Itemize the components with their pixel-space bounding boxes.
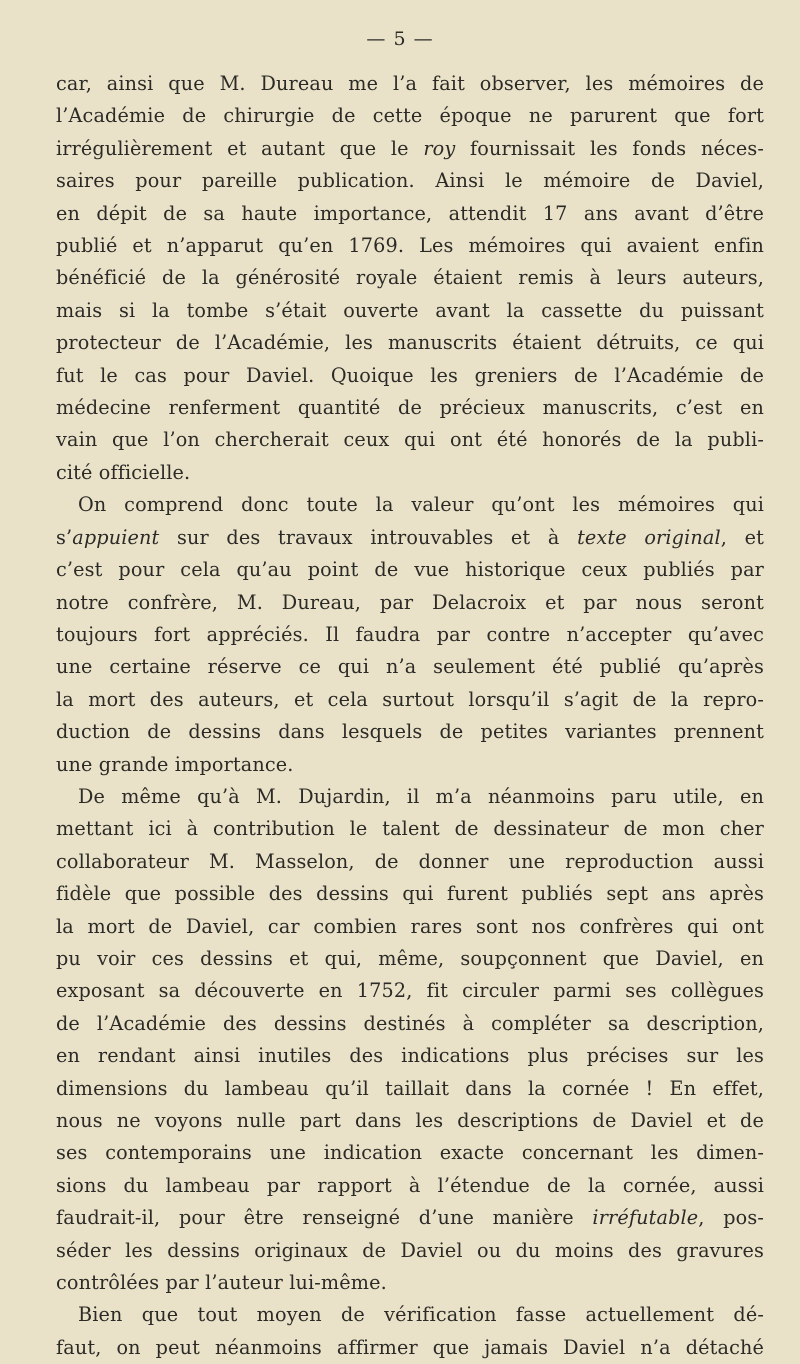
text-line: faut, on peut néanmoins affirmer que jamais Daviel n’a détaché — [56, 1335, 764, 1359]
text-line: car, ainsi que M. Dureau me l’a fait observer, les mémoires de — [56, 72, 764, 95]
text-line: dimensions du lambeau qu’il taillait dans la cornée ! En effet, — [56, 1076, 764, 1100]
text-line: notre confrère, M. Dureau, par Delacroix et par nous seront — [56, 590, 764, 614]
text-line: pu voir ces dessins et qui, même, soupçonnent que Daviel, en — [56, 946, 764, 970]
text-line: irrégulièrement et autant que le roy fournissait les fonds néces- — [56, 136, 764, 160]
text-line: sions du lambeau par rapport à l’étendue de la cornée, aussi — [56, 1173, 764, 1197]
text-line: exposant sa découverte en 1752, fit circuler parmi ses collègues — [56, 979, 764, 1003]
text-line: collaborateur M. Masselon, de donner une reproduction aussi — [56, 849, 764, 873]
text-line: fut le cas pour Daviel. Quoique les greniers de l’Académie de — [56, 363, 764, 387]
text-line: cité officielle. — [56, 460, 191, 484]
text-line: protecteur de l’Académie, les manuscrits étaient détruits, ce qui — [56, 331, 764, 355]
text-line: toujours fort appréciés. Il faudra par contre n’accepter qu’avec — [56, 622, 764, 646]
text-line: c’est pour cela qu’au point de vue historique ceux publiés par — [56, 558, 764, 582]
text-line: la mort des auteurs, et cela surtout lorsqu’il s’agit de la repro- — [56, 687, 764, 711]
text-line: de l’Académie des dessins destinés à compléter sa description, — [56, 1011, 764, 1035]
text-line: publié et n’apparut qu’en 1769. Les mémoires qui avaient enfin — [56, 234, 764, 258]
text-line: médecine renferment quantité de précieux manuscrits, c’est en — [56, 396, 764, 420]
text-line: contrôlées par l’auteur lui-même. — [56, 1271, 387, 1295]
text-line: l’Académie de chirurgie de cette époque ne parurent que fort — [56, 104, 764, 128]
page-number: — 5 — — [366, 28, 434, 50]
text-line: fidèle que possible des dessins qui furent publiés sept ans après — [56, 882, 764, 906]
text-line: séder les dessins originaux de Daviel ou du moins des gravures — [56, 1238, 764, 1262]
body-text — [56, 68, 764, 1364]
text-line: en rendant ainsi inutiles des indications plus précises sur les — [56, 1044, 764, 1068]
text-line: mais si la tombe s’était ouverte avant la cassette du puissant — [56, 298, 764, 322]
text-line: nous ne voyons nulle part dans les descriptions de Daviel et de — [56, 1109, 764, 1132]
text-line: la mort de Daviel, car combien rares sont nos confrères qui ont — [56, 914, 764, 938]
text-line: vain que l’on chercherait ceux qui ont été honorés de la publi- — [56, 428, 764, 452]
text-line: bénéficié de la générosité royale étaient remis à leurs auteurs, — [56, 266, 764, 290]
text-line: On comprend donc toute la valeur qu’ont les mémoires qui — [78, 493, 764, 517]
text-line: duction de dessins dans lesquels de petites variantes prennent — [56, 720, 764, 744]
text-line: s’appuient sur des travaux introuvables et à texte original, et — [56, 525, 764, 549]
text-line: De même qu’à M. Dujardin, il m’a néanmoins paru utile, en — [78, 784, 764, 808]
text-line: une certaine réserve ce qui n’a seulement été publié qu’après — [56, 655, 764, 679]
text-line: mettant ici à contribution le talent de dessinateur de mon cher — [56, 817, 764, 841]
text-line: saires pour pareille publication. Ainsi le mémoire de Daviel, — [56, 169, 764, 193]
text-line: Bien que tout moyen de vérification fasse actuellement dé- — [78, 1303, 764, 1327]
text-line: ses contemporains une indication exacte concernant les dimen- — [56, 1141, 764, 1165]
text-line: faudrait-il, pour être renseigné d’une manière irréfutable, pos- — [56, 1206, 764, 1230]
text-line: une grande importance. — [56, 752, 294, 776]
text-line: en dépit de sa haute importance, attendit 17 ans avant d’être — [56, 201, 764, 225]
